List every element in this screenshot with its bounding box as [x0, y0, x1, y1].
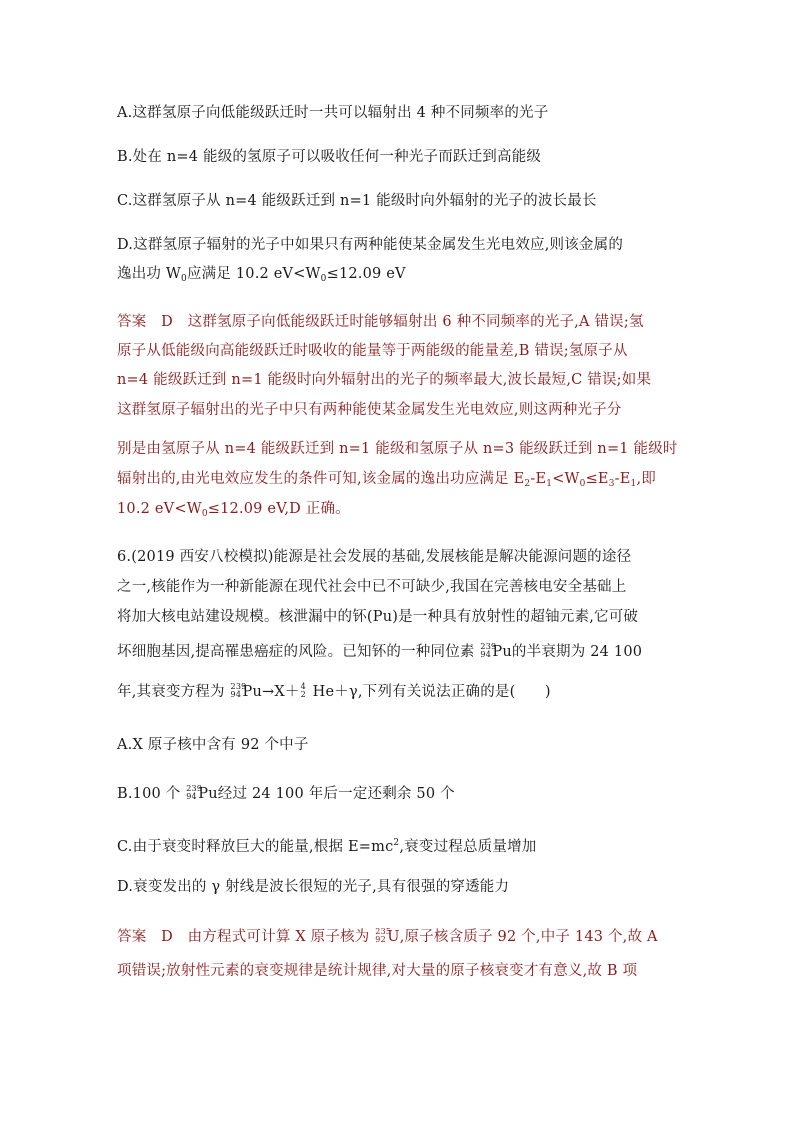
q6-option-a: A.X 原子核中含有 92 个中子	[117, 737, 309, 753]
q6-option-b: B.100 个 239 94 Pu经过 24 100 年后一定还剩余 50 个	[117, 784, 455, 802]
q5-option-a: A.这群氢原子向低能级跃迁时一共可以辐射出 4 种不同频率的光子	[117, 105, 549, 121]
q6-stem-line5: 年,其衰变方程为 239 94 Pu→X＋ 4 2 He＋γ,下列有关说法正确的是( )	[117, 682, 551, 700]
isotope-pu-239: 239 94 Pu	[230, 682, 263, 700]
q6-stem-line3: 将加大核电站建设规模。核泄漏中的钚(Pu)是一种具有放射性的超铀元素,它可破	[117, 609, 639, 625]
q5-option-d-line1: D.这群氢原子辐射的光子中如果只有两种能使某金属发生光电效应,则该金属的	[117, 237, 624, 253]
q5-option-c: C.这群氢原子从 n=4 能级跃迁到 n=1 能级时向外辐射的光子的波长最长	[117, 193, 597, 209]
q6-stem-line2: 之一,核能作为一种新能源在现代社会中已不可缺少,我国在完善核电安全基础上	[117, 579, 627, 595]
isotope-he-4: 4 2 He	[300, 682, 335, 700]
q6-option-c: C.由于衰变时释放巨大的能量,根据 $E=mc^2$,衰变过程总质量增加	[117, 838, 537, 855]
q5-answer-line3: n=4 能级跃迁到 n=1 能级时向外辐射出的光子的频率最大,波长最短,C 错误;如果	[117, 372, 652, 388]
q5-answer-line6: 辐射出的,由光电效应发生的条件可知,该金属的逸出功应满足 $E_2-E_1<W_0\le E_3-E_1$,即	[117, 471, 656, 489]
q5-answer-line4: 这群氢原子辐射出的光子中只有两种能使某金属发生光电效应,则这两种光子分	[117, 402, 622, 418]
q5-answer-line2: 原子从低能级向高能级跃迁时吸收的能量等于两能级的能量差,B 错误;氢原子从	[117, 343, 628, 359]
q5-option-b: B.处在 n=4 能级的氢原子可以吸收任何一种光子而跃迁到高能级	[117, 149, 542, 165]
isotope-pu-239: 239 94 Pu	[480, 642, 512, 660]
q6-option-d: D.衰变发出的 γ 射线是波长很短的光子,具有很强的穿透能力	[117, 879, 510, 895]
isotope-u-235: 235 92 U	[375, 927, 400, 945]
q6-answer-line1: 答案 D 由方程式可计算 X 原子核为 235 92 U,原子核含质子 92 个,中子 143 个,故 A	[117, 927, 658, 945]
q5-answer-line7: 10.2 $eV<W_0\le 12.09$ eV,D 正确。	[117, 501, 350, 519]
isotope-pu-239: 239 94 Pu	[186, 784, 218, 802]
q6-answer-line2: 项错误;放射性元素的衰变规律是统计规律,对大量的原子核衰变才有意义,故 B 项	[117, 963, 638, 979]
q6-stem-line1: 6.(2019 西安八校模拟)能源是社会发展的基础,发展核能是解决能源问题的途径	[117, 549, 632, 565]
q5-answer-line5: 别是由氢原子从 n=4 能级跃迁到 n=1 能级和氢原子从 n=3 能级跃迁到 n=1 能级时	[117, 441, 678, 457]
q5-option-d-line2: 逸出功 $W_0$应满足 10.2 $eV<W_0\le 12.09$ eV	[117, 266, 406, 284]
q6-stem-line4: 坏细胞基因,提高罹患癌症的风险。已知钚的一种同位素 239 94 Pu的半衰期为 24 100	[117, 642, 643, 660]
q5-answer-line1: 答案 D 这群氢原子向低能级跃迁时能够辐射出 6 种不同频率的光子,A 错误;氢	[117, 314, 644, 330]
